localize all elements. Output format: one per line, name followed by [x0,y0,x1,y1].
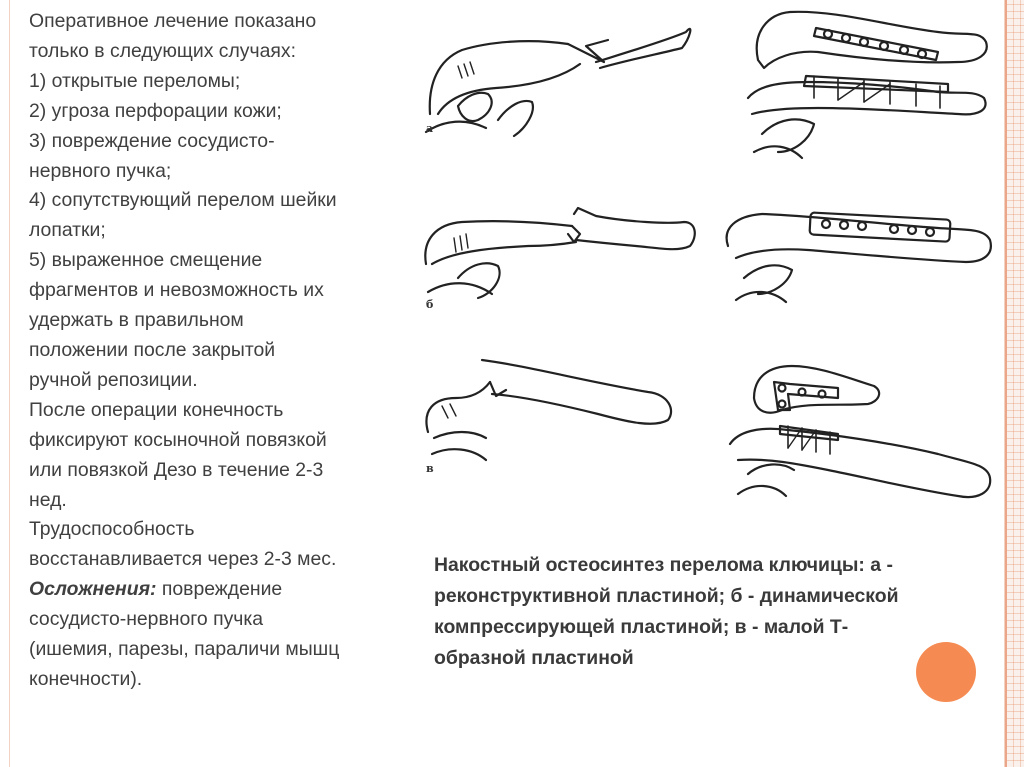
main-text-block [29,7,411,695]
fracture-drawing-a-before [426,29,690,136]
indication-item: ручной репозиции. [29,368,198,391]
indication-item: удержать в правильном [29,309,244,332]
figure-label-a: а [426,122,434,135]
aftercare-line: или повязкой Дезо в течение 2-3 [29,458,324,481]
indication-item: фрагментов и невозможность их [29,279,324,302]
text-line: только в следующих случаях: [29,39,296,62]
aftercare-line: фиксируют косыночной повязкой [29,428,327,451]
indication-item: лопатки; [29,219,106,242]
caption-line: образной пластиной [434,647,634,669]
aftercare-line: После операции конечность [29,398,284,421]
figure-caption [434,550,982,674]
plate-drawing-c-front [730,426,990,497]
plate-drawing-c-top [754,366,879,413]
recovery-line: восстанавливается через 2-3 мес. [29,548,337,571]
figure-label-v: в [426,462,434,475]
aftercare-line: нед. [29,488,67,511]
complications-line: сосудисто-нервного пучка [29,608,264,631]
decorative-circle [916,642,976,702]
plate-drawing-b [727,212,991,302]
complications-line: (ишемия, парезы, параличи мышц [29,638,340,661]
indication-item: 5) выраженное смещение [29,249,263,272]
indication-item: 2) угроза перфорации кожи; [29,99,282,122]
fracture-drawing-b-before [425,208,694,298]
indication-item: 4) сопутствующий перелом шейки [29,189,337,212]
caption-line: компрессирующей пластиной; в - малой Т- [434,616,849,638]
complications-text: повреждение [156,578,283,601]
complications-label: Осложнения: [29,578,157,601]
figure-label-b: б [426,298,434,311]
text-line: Оперативное лечение показано [29,10,317,32]
indication-item: 3) повреждение сосудисто- [29,129,275,152]
indication-item: 1) открытые переломы; [29,69,241,92]
caption-line: реконструктивной пластиной; б - динамической [434,585,899,607]
complications-line [29,575,411,605]
fracture-drawing-c-before [426,360,671,460]
plate-drawing-a-top [757,12,987,68]
plate-drawing-a-front [748,76,986,158]
decorative-stripe [1005,0,1024,767]
caption-line: Накостный остеосинтез перелома ключицы: а - [434,554,893,576]
indication-item: положении после закрытой [29,338,276,361]
figure-drawing [418,2,996,520]
recovery-line: Трудоспособность [29,518,195,541]
complications-line: конечности). [29,667,143,690]
indication-item: нервного пучка; [29,159,172,182]
clavicle-osteosynthesis-figure [418,2,996,520]
